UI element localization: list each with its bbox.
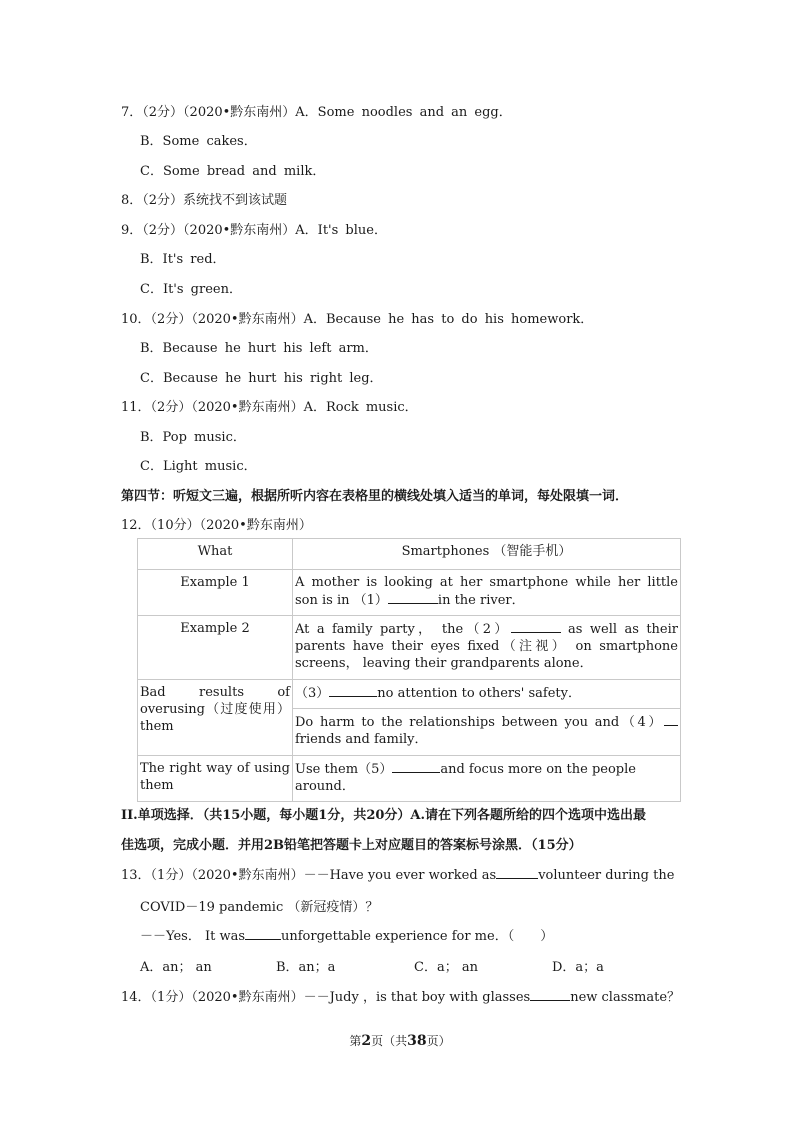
q14-stem-b: new classmate？ [570, 990, 681, 1005]
q8-stem: 8．（2分）系统找不到该试题 [121, 193, 288, 208]
footer-total-pages: 38 [407, 1033, 427, 1049]
q11-stem: 11．（2分）（2020•黔东南州）A．Rock music． [121, 400, 418, 415]
footer-mid: 页（共 [371, 1034, 408, 1048]
section-4-heading: 第四节：听短文三遍，根据所听内容在表格里的横线处填入适当的单词，每处限填一词． [121, 489, 629, 504]
example-1-text-a: A mother is looking at her smartphone while her little son is in （1） [295, 575, 678, 608]
blank-1[interactable] [388, 591, 438, 604]
q14-blank[interactable] [530, 988, 570, 1001]
q14-stem-a: 14．（1分）（2020•黔东南州）－－Judy ，is that boy with glasses [121, 990, 531, 1005]
q7-option-c: C．Some bread and milk． [140, 164, 326, 179]
bad-result-1-b: no attention to others' safety． [377, 686, 581, 701]
q13-option-d[interactable]: D．a；a [552, 960, 604, 975]
footer-page-number: 2 [361, 1033, 372, 1049]
q12-table [137, 538, 681, 802]
part-2-heading-line-1: II.单项选择．（共15小题，每小题1分，共20分）A.请在下列各题所给的四个选项中选出最 [121, 808, 647, 823]
q9-option-c: C．It's green． [140, 282, 242, 297]
q11-option-c: C．Light music． [140, 459, 257, 474]
q13-dialogue [140, 925, 553, 944]
q10-option-c: C．Because he hurt his right leg． [140, 371, 383, 386]
q14-stem [121, 986, 680, 1005]
example-1-label: Example 1 [138, 570, 293, 616]
q7-option-b: B．Some cakes． [140, 134, 257, 149]
bad-result-2-a: Do harm to the relationships between you and（4） [295, 715, 664, 730]
table-header-smartphones: Smartphones （智能手机） [293, 539, 681, 570]
q9-stem: 9．（2分）（2020•黔东南州）A．It's blue． [121, 223, 387, 238]
example-2-label: Example 2 [138, 616, 293, 680]
q13-option-c[interactable]: C．a； an [414, 960, 478, 975]
q12-stem: 12．（10分）（2020•黔东南州） [121, 518, 312, 533]
q13-dialogue-b: unforgettable experience for me．（ ） [281, 929, 554, 944]
example-2-text-b: as well as their parents have their eyes fixed（注视） on smartphone screens， leaving their grandparents alone． [295, 622, 678, 671]
q13-blank-2[interactable] [245, 927, 281, 940]
q13-stem-b: volunteer during the [538, 868, 675, 883]
q10-option-b: B．Because he hurt his left arm． [140, 341, 378, 356]
blank-3[interactable] [329, 684, 377, 697]
blank-4[interactable] [664, 713, 678, 726]
q13-dialogue-a: －－Yes． It was [140, 929, 245, 944]
table-header-what: What [138, 539, 293, 570]
q13-stem-line-2: COVID－19 pandemic （新冠疫情）？ [140, 900, 379, 915]
bad-result-2 [293, 709, 681, 756]
q13-blank-1[interactable] [496, 866, 538, 879]
right-way-text [293, 756, 681, 802]
q10-stem: 10．（2分）（2020•黔东南州）A．Because he has to do his homework． [121, 312, 594, 327]
right-way-label: The right way of using them [138, 756, 293, 802]
blank-2[interactable] [511, 620, 561, 633]
page-footer [0, 1032, 800, 1049]
blank-5[interactable] [392, 760, 440, 773]
right-way-text-a: Use them（5） [295, 762, 393, 777]
part-2-heading-line-2: 佳选项，完成小题．并用2B铅笔把答题卡上对应题目的答案标号涂黑．（15分） [121, 838, 582, 853]
q9-option-b: B．It's red． [140, 252, 226, 267]
q11-option-b: B．Pop music． [140, 430, 246, 445]
bad-result-1-a: （3） [295, 686, 330, 701]
example-2-text [293, 616, 681, 680]
q7-stem: 7．（2分）（2020•黔东南州）A．Some noodles and an egg． [121, 105, 512, 120]
bad-results-label: Bad results of overusing（过度使用） them [138, 680, 293, 756]
example-1-text-b: in the river． [437, 593, 525, 608]
example-1-text [293, 570, 681, 616]
footer-pre: 第 [349, 1034, 362, 1048]
bad-result-2-b: friends and family． [295, 732, 428, 747]
example-2-text-a: At a family party， the（2） [295, 622, 511, 637]
q13-option-a[interactable]: A．an； an [140, 960, 212, 975]
q13-option-b[interactable]: B．an；a [276, 960, 336, 975]
q13-stem-a: 13．（1分）（2020•黔东南州）－－Have you ever worked as [121, 868, 497, 883]
footer-post: 页） [426, 1034, 451, 1048]
bad-result-1 [293, 680, 681, 709]
q13-stem [121, 864, 674, 883]
right-way-text-b: and focus more on the people around． [295, 762, 636, 794]
